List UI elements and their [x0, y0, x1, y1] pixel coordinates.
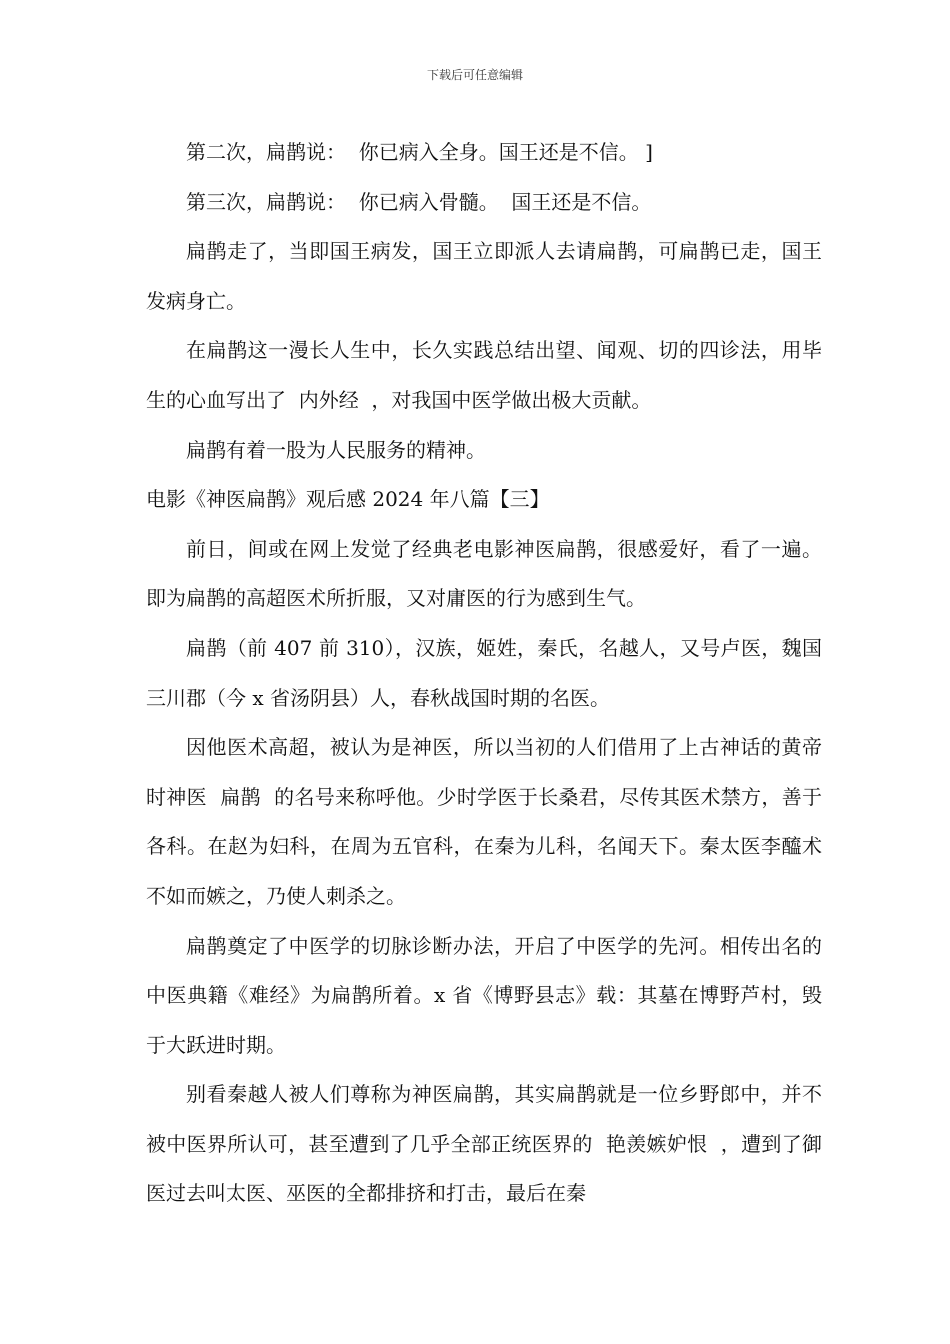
page-header: 下载后可任意编辑 — [426, 68, 523, 82]
section-heading: 电影《神医扁鹊》观后感 2024 年八篇【三】 — [146, 487, 550, 512]
paragraph: 扁鹊走了，当即国王病发，国王立即派人去请扁鹊，可扁鹊已走，国王发病身亡。 — [146, 239, 822, 313]
paragraph: 前日，间或在网上发觉了经典老电影神医扁鹊，很感爱好，看了一遍。即为扁鹊的高超医术所折服，又对庸医的行为感到生气。 — [146, 536, 822, 611]
paragraph: 扁鹊奠定了中医学的切脉诊断办法，开启了中医学的先河。相传出名的中医典籍《难经》为扁鹊所着。x 省《博野县志》载：其墓在博野芦村，毁于大跃进时期。 — [146, 933, 822, 1057]
paragraph: 在扁鹊这一漫长人生中，长久实践总结出望、闻观、切的四诊法，用毕生的心血写出了 内外经 ，对我国中医学做出极大贡献。 — [146, 338, 822, 412]
paragraph: 第二次，扁鹊说： 你已病入全身。国王还是不信。 ] — [186, 140, 653, 164]
paragraph: 扁鹊有着一股为人民服务的精神。 — [186, 437, 486, 462]
document-body — [146, 128, 822, 1219]
paragraph: 别看秦越人被人们尊称为神医扁鹊，其实扁鹊就是一位乡野郎中，并不被中医界所认可，甚至遭到了几乎全部正统医界的 艳羡嫉妒恨 ，遭到了御医过去叫太医、巫医的全都排挤和打击，最后在秦 — [146, 1082, 822, 1206]
paragraph: 扁鹊（前 407 前 310），汉族，姬姓，秦氏，名越人，又号卢医，魏国三川郡（今 x 省汤阴县）人，春秋战国时期的名医。 — [146, 635, 822, 710]
paragraph: 第三次，扁鹊说： 你已病入骨髓。 国王还是不信。 — [186, 189, 652, 214]
paragraph: 因他医术高超，被认为是神医，所以当初的人们借用了上古神话的黄帝时神医 扁鹊 的名号来称呼他。少时学医于长桑君，尽传其医术禁方，善于各科。在赵为妇科，在周为五官科，在秦为儿科，名闻天下。秦太医李醯术不如而嫉之，乃使人刺杀之。 — [146, 735, 822, 908]
